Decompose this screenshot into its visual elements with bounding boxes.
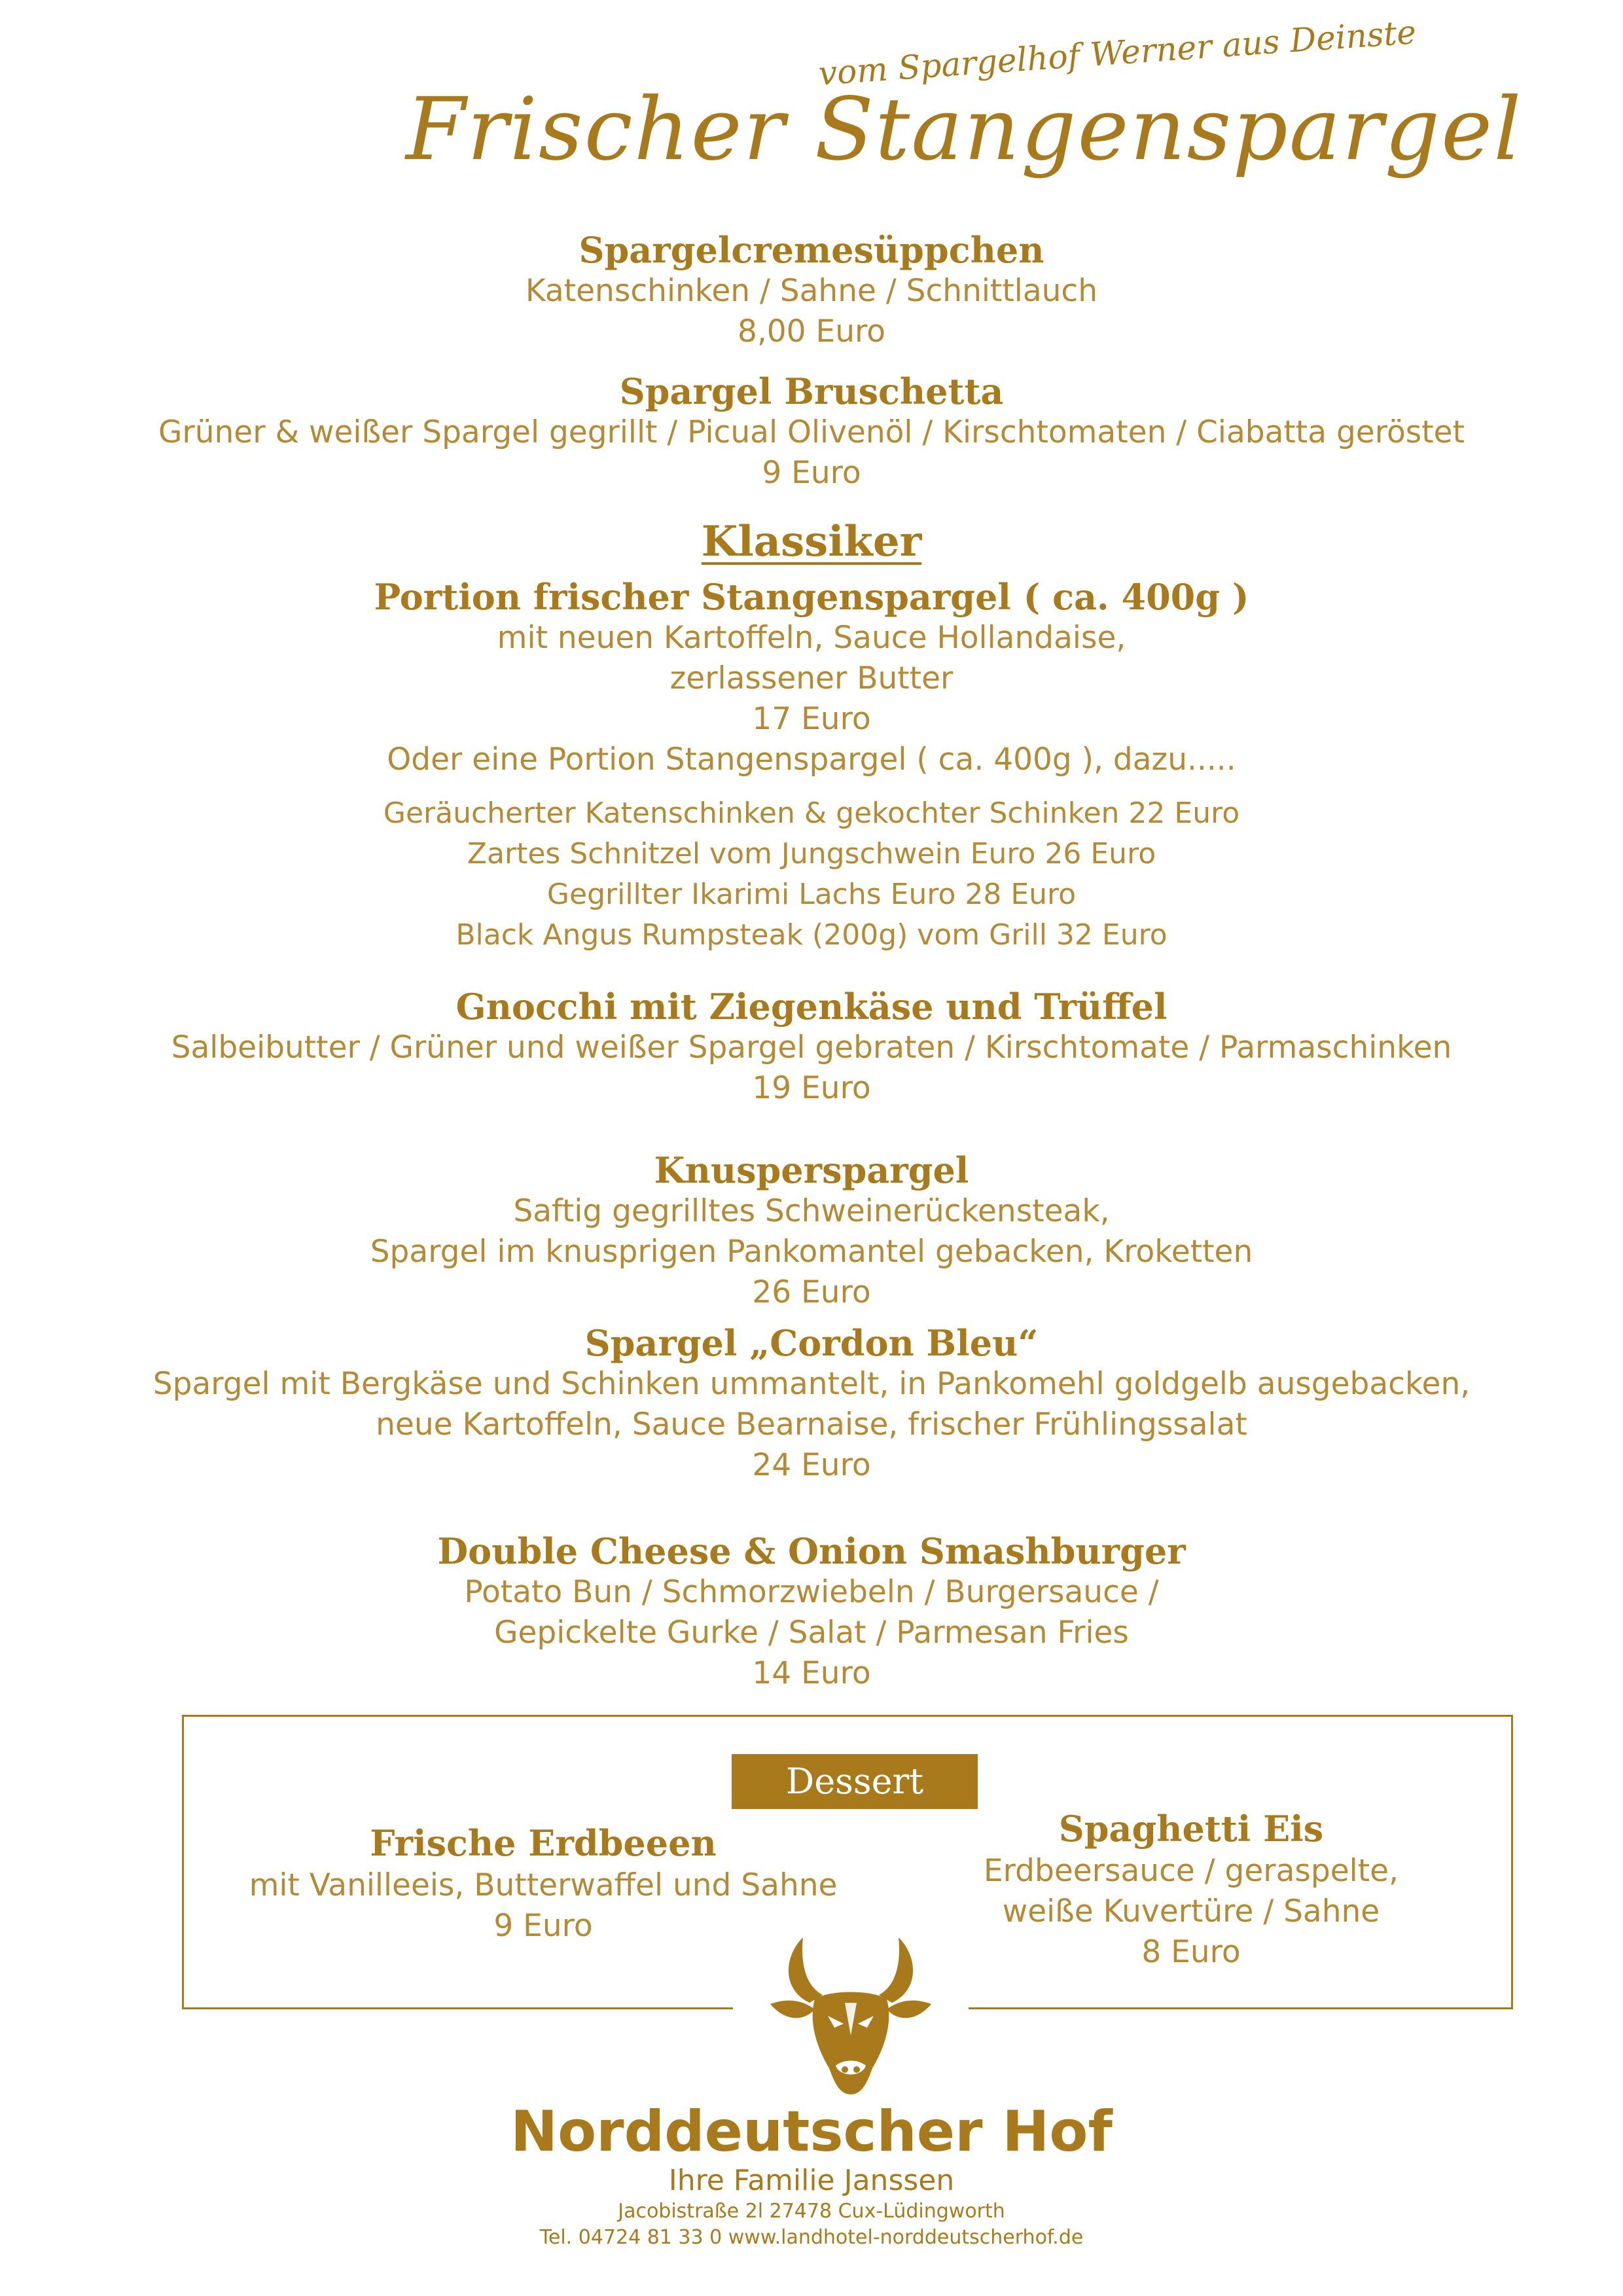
dessert-label: Dessert <box>732 1754 978 1809</box>
option-item: Geräucherter Katenschinken & gekochter Schinken 22 Euro <box>383 797 1240 830</box>
dessert-price-erdbeeren: 9 Euro <box>493 1908 593 1944</box>
dish-desc-knusperspargel-1: Saftig gegrilltes Schweinerückensteak, <box>513 1193 1110 1229</box>
dish-price-soup: 8,00 Euro <box>737 314 886 350</box>
dish-name-cordon-bleu: Spargel „Cordon Bleu“ <box>584 1322 1039 1364</box>
dish-price-smashburger: 14 Euro <box>752 1655 871 1691</box>
dish-name-soup: Spargelcremesüppchen <box>579 229 1044 271</box>
dish-name-knusperspargel: Knusperspargel <box>654 1149 969 1191</box>
dish-desc-smashburger-1: Potato Bun / Schmorzwiebeln / Burgersauce / <box>464 1574 1159 1610</box>
page-title: Frischer Stangenspargel <box>406 79 1523 180</box>
header-subtitle: vom Spargelhof Werner aus Deinste <box>817 13 1418 93</box>
dish-price-bruschetta: 9 Euro <box>762 455 861 491</box>
dish-name-bruschetta: Spargel Bruschetta <box>619 370 1004 412</box>
brand-name: Norddeutscher Hof <box>510 2099 1113 2164</box>
bull-head-icon <box>762 1937 939 2114</box>
dessert-name-spaghetti-eis: Spaghetti Eis <box>1058 1808 1324 1850</box>
address: Jacobistraße 2l 27478 Cux-Lüdingworth <box>618 2200 1005 2223</box>
dish-price-cordon-bleu: 24 Euro <box>752 1447 871 1483</box>
dessert-name-erdbeeren: Frische Erdbeeen <box>370 1822 717 1864</box>
dish-desc-portion-2: zerlassener Butter <box>669 660 954 696</box>
dish-price-portion: 17 Euro <box>752 701 871 737</box>
contact: Tel. 04724 81 33 0 www.landhotel-norddeutscherhof.de <box>539 2226 1084 2249</box>
dish-desc-soup: Katenschinken / Sahne / Schnittlauch <box>525 273 1098 309</box>
dish-desc-smashburger-2: Gepickelte Gurke / Salat / Parmesan Fries <box>494 1615 1129 1651</box>
dessert-desc-erdbeeren: mit Vanilleeis, Butterwaffel und Sahne <box>249 1867 838 1903</box>
dessert-desc-spaghetti-eis-1: Erdbeersauce / geraspelte, <box>983 1853 1399 1889</box>
dish-name-smashburger: Double Cheese & Onion Smashburger <box>437 1530 1186 1572</box>
option-item: Black Angus Rumpsteak (200g) vom Grill 32 Euro <box>455 918 1168 952</box>
dish-desc-knusperspargel-2: Spargel im knusprigen Pankomantel gebacken, Kroketten <box>370 1234 1253 1270</box>
dish-desc-cordon-bleu-2: neue Kartoffeln, Sauce Bearnaise, frischer Frühlingssalat <box>376 1407 1247 1443</box>
dish-desc-gnocchi: Salbeibutter / Grüner und weißer Spargel gebraten / Kirschtomate / Parmaschinken <box>171 1030 1452 1066</box>
dish-name-gnocchi: Gnocchi mit Ziegenkäse und Trüffel <box>455 986 1168 1028</box>
dish-desc-cordon-bleu-1: Spargel mit Bergkäse und Schinken ummantelt, in Pankomehl goldgelb ausgebacken, <box>152 1366 1471 1402</box>
dish-desc-bruschetta: Grüner & weißer Spargel gegrillt / Picual Olivenöl / Kirschtomaten / Ciabatta geröstet <box>158 414 1465 450</box>
dish-price-knusperspargel: 26 Euro <box>752 1274 871 1310</box>
dish-desc-portion-1: mit neuen Kartoffeln, Sauce Hollandaise, <box>497 620 1126 656</box>
section-heading-klassiker: Klassiker <box>701 517 922 566</box>
dessert-price-spaghetti-eis: 8 Euro <box>1141 1934 1241 1970</box>
option-item: Zartes Schnitzel vom Jungschwein Euro 26 Euro <box>467 837 1156 870</box>
dish-price-gnocchi: 19 Euro <box>752 1070 871 1106</box>
option-item: Gegrillter Ikarimi Lachs Euro 28 Euro <box>546 878 1077 911</box>
dish-name-portion: Portion frischer Stangenspargel ( ca. 400g ) <box>374 576 1249 618</box>
dessert-desc-spaghetti-eis-2: weiße Kuvertüre / Sahne <box>1002 1893 1380 1929</box>
dish-note-portion: Oder eine Portion Stangenspargel ( ca. 400g ), dazu..... <box>387 742 1236 778</box>
brand-family: Ihre Familie Janssen <box>668 2164 955 2197</box>
